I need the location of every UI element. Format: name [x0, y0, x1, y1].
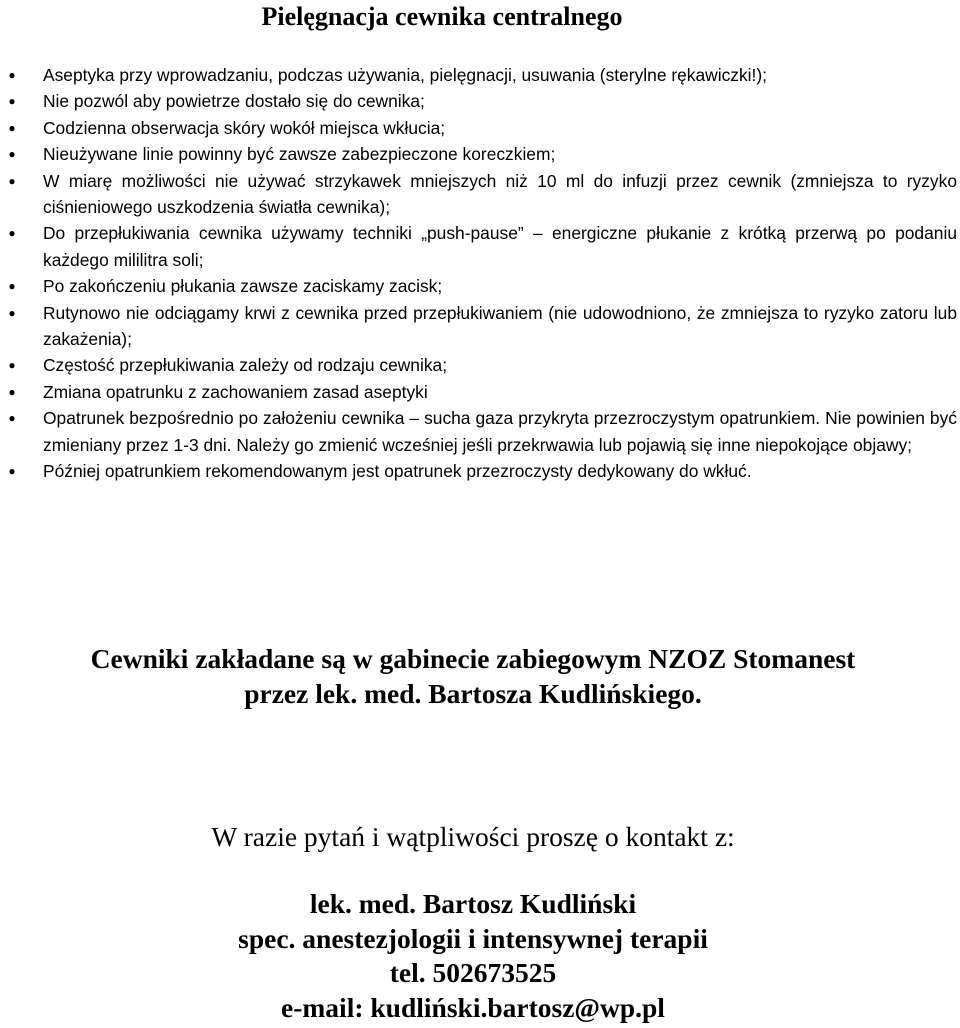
list-item-text: Aseptyka przy wprowadzaniu, podczas używania, pielęgnacji, usuwania (sterylne rękawiczki!);	[43, 65, 767, 85]
list-item	[8, 62, 957, 88]
document-title: Pielęgnacja cewnika centralnego	[261, 2, 623, 31]
bullet-icon: ●	[8, 464, 16, 479]
list-item-text: Częstość przepłukiwania zależy od rodzaju cewnika;	[43, 355, 448, 376]
bullet-icon: ●	[8, 279, 16, 294]
list-item	[8, 115, 957, 141]
contact-specialty: spec. anestezjologii i intensywnej terapii	[238, 922, 708, 954]
bullet-icon: ●	[8, 173, 16, 188]
list-item	[8, 405, 957, 458]
care-guidelines-list	[8, 62, 957, 485]
bullet-icon: ●	[8, 120, 16, 135]
list-item-text: Zmiana opatrunku z zachowaniem zasad aseptyki	[43, 381, 428, 402]
list-item	[8, 168, 957, 221]
list-item-text: Później opatrunkiem rekomendowanym jest opatrunek przezroczysty dedykowany do wkłuć.	[43, 461, 752, 482]
list-item-text: Opatrunek bezpośrednio po założeniu cewnika – sucha gaza przykryta przezroczystym opatrunkiem. Nie powinien być zmieniany przez 1-3 dni. Należy go zmienić wcześniej jeśli przekrwawia lub pojawią się inne niepokojące objawy;	[43, 408, 957, 455]
clinic-notice-line: Cewniki zakładane są w gabinecie zabiegowym NZOZ Stomanest	[90, 643, 856, 674]
list-item-text: Nieużywane linie powinny być zawsze zabezpieczone koreczkiem;	[43, 144, 556, 165]
list-item	[8, 352, 957, 378]
contact-block	[0, 887, 946, 1025]
list-item	[8, 458, 957, 484]
contact-phone: tel. 502673525	[389, 957, 557, 988]
list-item	[8, 300, 957, 353]
list-item	[8, 273, 957, 299]
contact-name: lek. med. Bartosz Kudliński	[309, 888, 637, 919]
contact-prompt: W razie pytań i wątpliwości proszę o kontakt z:	[211, 821, 735, 852]
list-item	[8, 379, 957, 405]
list-item-text: Po zakończeniu płukania zawsze zaciskamy zacisk;	[43, 276, 443, 297]
bullet-icon: ●	[8, 305, 16, 320]
clinic-notice	[0, 641, 946, 711]
bullet-icon: ●	[8, 226, 16, 241]
bullet-icon: ●	[8, 358, 16, 373]
list-item	[8, 88, 957, 114]
list-item-text: W miarę możliwości nie używać strzykawek mniejszych niż 10 ml do infuzji przez cewnik (zmniejsza to ryzyko ciśnieniowego uszkodzenia światła cewnika);	[43, 170, 957, 218]
list-item-text: Codzienna obserwacja skóry wokół miejsca wkłucia;	[43, 117, 446, 138]
bullet-icon: ●	[8, 384, 16, 399]
list-item	[8, 141, 957, 167]
bullet-icon: ●	[8, 411, 16, 426]
bullet-icon: ●	[8, 68, 16, 82]
list-item-text: Rutynowo nie odciągamy krwi z cewnika przed przepłukiwaniem (nie udowodniono, że zmniejsza to ryzyko zatoru lub zakażenia);	[43, 302, 957, 350]
list-item	[8, 220, 957, 273]
list-item-text: Do przepłukiwania cewnika używamy techniki „push-pause” – energiczne płukanie z krótką przerwą po podaniu każdego mililitra soli;	[43, 223, 957, 270]
bullet-icon: ●	[8, 147, 16, 162]
list-item-text: Nie pozwól aby powietrze dostało się do cewnika;	[43, 91, 425, 112]
contact-email: e-mail: kudliński.bartosz@wp.pl	[281, 991, 665, 1023]
bullet-icon: ●	[8, 94, 16, 109]
clinic-notice-line: przez lek. med. Bartosza Kudlińskiego.	[244, 678, 702, 709]
